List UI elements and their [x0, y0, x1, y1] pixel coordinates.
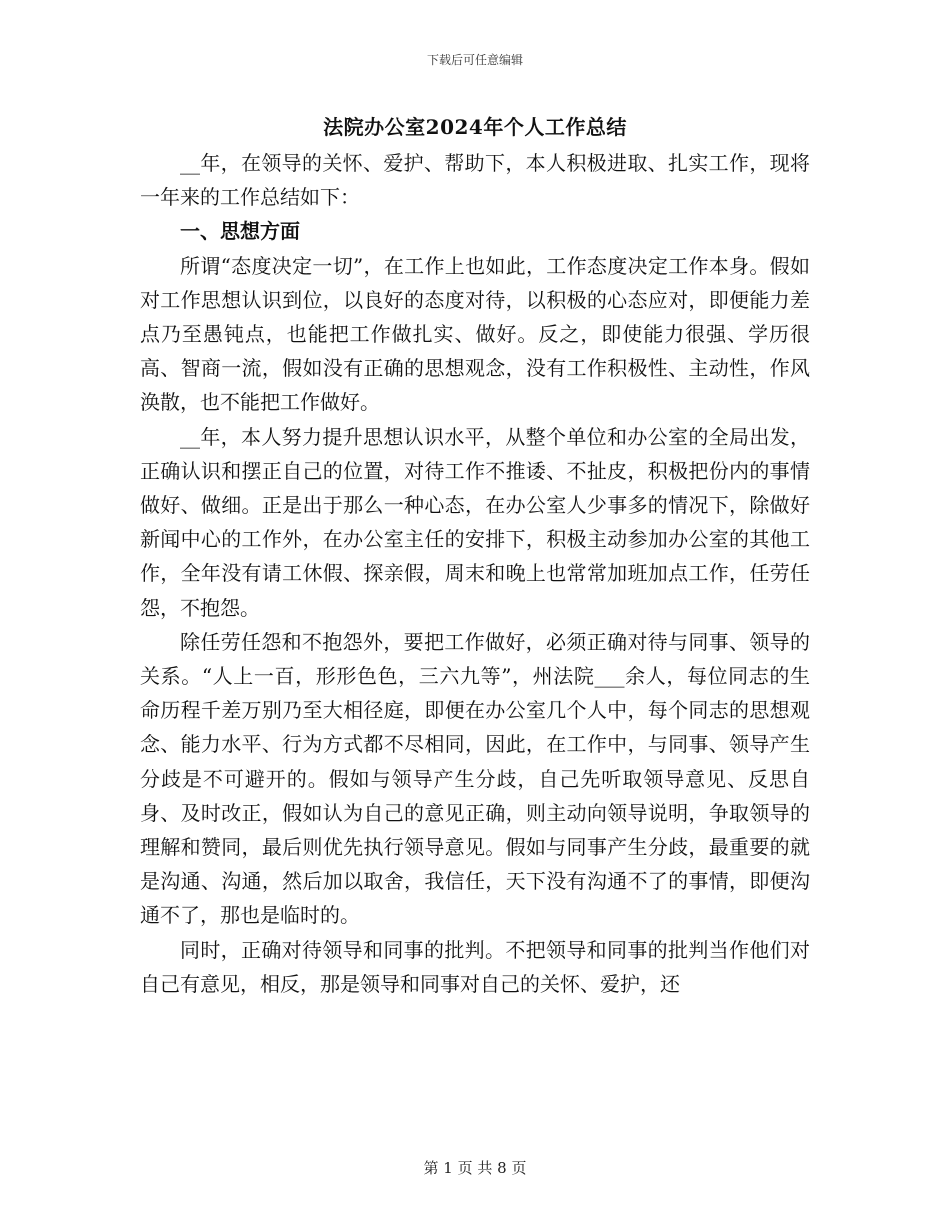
body-paragraph-1: 所谓“态度决定一切”，在工作上也如此，工作态度决定工作本身。假如对工作思想认识到位，以良好的态度对待，以积极的心态应对，即便能力差点乃至愚钝点，也能把工作做扎实、做好。反之，即使能力很强、学历很高、智商一流，假如没有正确的思想观念，没有工作积极性、主动性，作风涣散，也不能把工作做好。 [140, 253, 810, 415]
document-page [140, 110, 810, 1001]
intro-paragraph: __年，在领导的关怀、爱护、帮助下，本人积极进取、扎实工作，现将一年来的工作总结如下： [140, 151, 810, 210]
section-heading-thought: 一、思想方面 [180, 219, 300, 244]
body-paragraph-4: 同时，正确对待领导和同事的批判。不把领导和同事的批判当作他们对自己有意见，相反，那是领导和同事对自己的关怀、爱护，还 [140, 937, 810, 996]
document-title: 法院办公室2024年个人工作总结 [323, 115, 627, 139]
body-paragraph-2: __年，本人努力提升思想认识水平，从整个单位和办公室的全局出发，正确认识和摆正自己的位置，对待工作不推诿、不扯皮，积极把份内的事情做好、做细。正是出于那么一种心态，在办公室人少事多的情况下，除做好新闻中心的工作外，在办公室主任的安排下，积极主动参加办公室的其他工作，全年没有请工休假、探亲假，周末和晚上也常常加班加点工作，任劳任怨，不抱怨。 [140, 424, 810, 620]
page-number-footer: 第 1 页 共 8 页 [423, 1159, 527, 1177]
body-paragraph-3: 除任劳任怨和不抱怨外，要把工作做好，必须正确对待与同事、领导的关系。“人上一百，形形色色，三六九等”，州法院___余人，每位同志的生命历程千差万别乃至大相径庭，即便在办公室几个人中，每个同志的思想观念、能力水平、行为方式都不尽相同，因此，在工作中，与同事、领导产生分歧是不可避开的。假如与领导产生分歧，自己先听取领导意见、反思自身、及时改正，假如认为自己的意见正确，则主动向领导说明，争取领导的理解和赞同，最后则优先执行领导意见。假如与同事产生分歧，最重要的就是沟通、沟通，然后加以取舍，我信任，天下没有沟通不了的事情，即便沟通不了，那也是临时的。 [140, 629, 810, 928]
page-header-note: 下载后可任意编辑 [426, 53, 523, 67]
